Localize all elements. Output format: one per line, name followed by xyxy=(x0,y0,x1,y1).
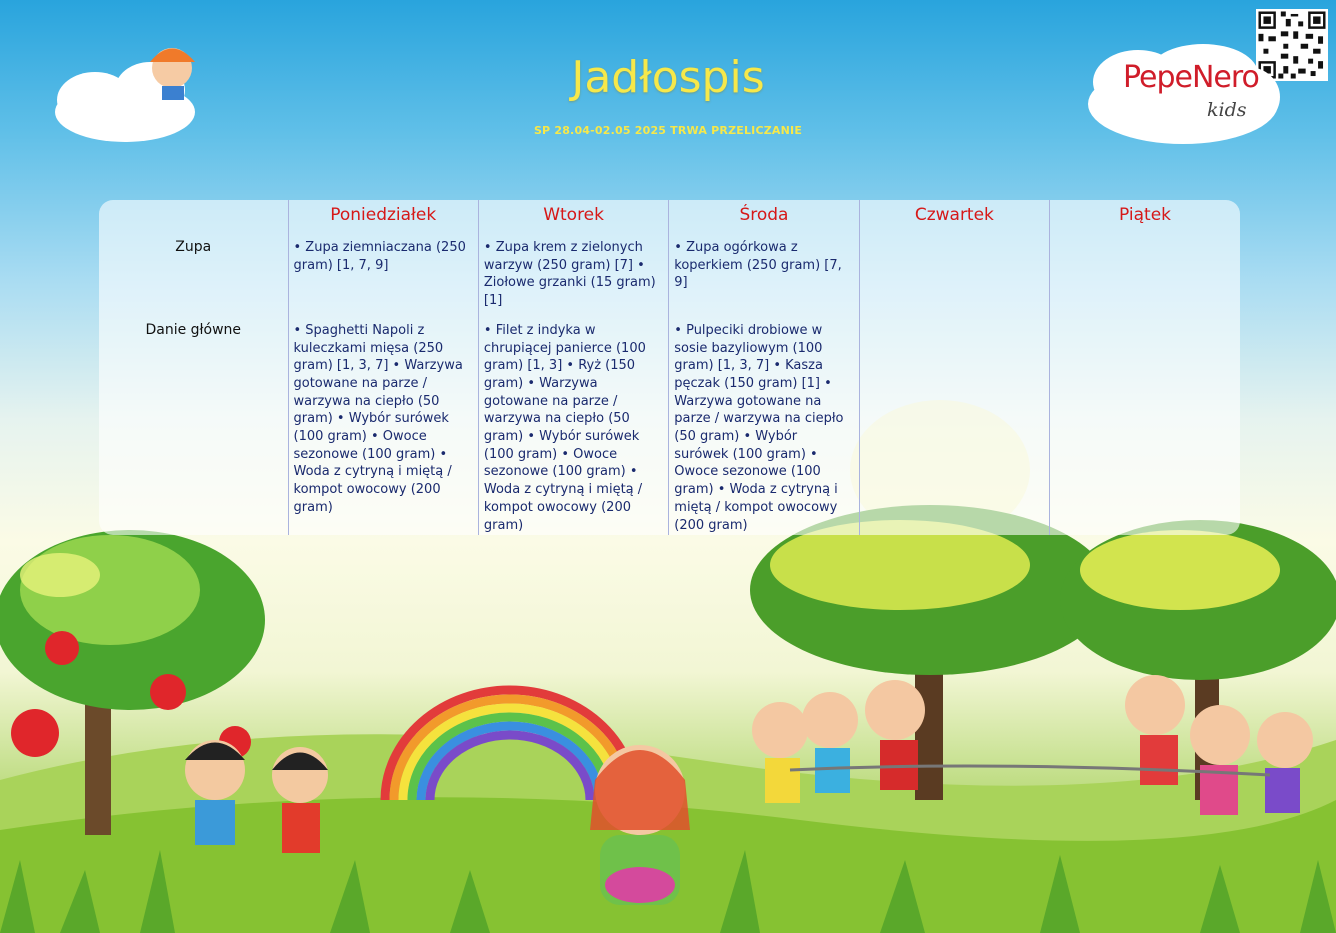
menu-cell xyxy=(859,318,1049,535)
brand-cloud-icon xyxy=(1083,42,1283,150)
menu-cell xyxy=(1050,318,1240,535)
table-row-main-course xyxy=(99,318,1240,535)
brand-logo-text: PepeNero xyxy=(1123,60,1259,95)
menu-cell: • Zupa ogórkowa z koperkiem (250 gram) [7, 9] xyxy=(669,235,859,318)
row-label-main-course: Danie główne xyxy=(145,321,242,338)
menu-panel xyxy=(99,200,1240,535)
menu-cell: • Spaghetti Napoli z kuleczkami mięsa (250 gram) [1, 3, 7] • Warzywa gotowane na parze / warzywa na ciepło (50 gram) • Wybór surówek (100 gram) • Owoce sezonowe (100 gram) • Woda z cytryną i miętą / kompot owocowy (200 gram) xyxy=(288,318,478,535)
menu-cell xyxy=(1050,235,1240,318)
day-header-friday: Piątek xyxy=(1050,200,1240,235)
menu-cell: • Filet z indyka w chrupiącej panierce (100 gram) [1, 3] • Ryż (150 gram) • Warzywa gotowane na parze / warzywa na ciepło (50 gram) • Wybór surówek (100 gram) • Owoce sezonowe (100 gram) • Woda z cytryną i miętą / kompot owocowy (200 gram) xyxy=(478,318,668,535)
corner-cell xyxy=(99,200,288,235)
day-header-wednesday: Środa xyxy=(669,200,859,235)
brand-logo-sub: kids xyxy=(1207,99,1247,121)
menu-cell xyxy=(859,235,1049,318)
day-header-thursday: Czwartek xyxy=(859,200,1049,235)
row-label-soup: Zupa xyxy=(175,239,212,255)
menu-subtitle: SP 28.04-02.05 2025 TRWA PRZELICZANIE xyxy=(533,124,803,137)
day-header-monday: Poniedziałek xyxy=(288,200,478,235)
menu-table xyxy=(99,200,1240,535)
menu-cell: • Pulpeciki drobiowe w sosie bazyliowym (100 gram) [1, 3, 7] • Kasza pęczak (150 gram) [1] • Warzywa gotowane na parze / warzywa na ciepło (50 gram) • Wybór surówek (100 gram) • Owoce sezonowe (100 gram) • Woda z cytryną i miętą / kompot owocowy (200 gram) xyxy=(669,318,859,535)
page-title: Jadłospis xyxy=(571,52,765,103)
day-header-tuesday: Wtorek xyxy=(478,200,668,235)
table-row-soup xyxy=(99,235,1240,318)
menu-cell: • Zupa ziemniaczana (250 gram) [1, 7, 9] xyxy=(288,235,478,318)
day-header-row xyxy=(99,200,1240,235)
menu-cell: • Zupa krem z zielonych warzyw (250 gram) [7] • Ziołowe grzanki (15 gram) [1] xyxy=(478,235,668,318)
